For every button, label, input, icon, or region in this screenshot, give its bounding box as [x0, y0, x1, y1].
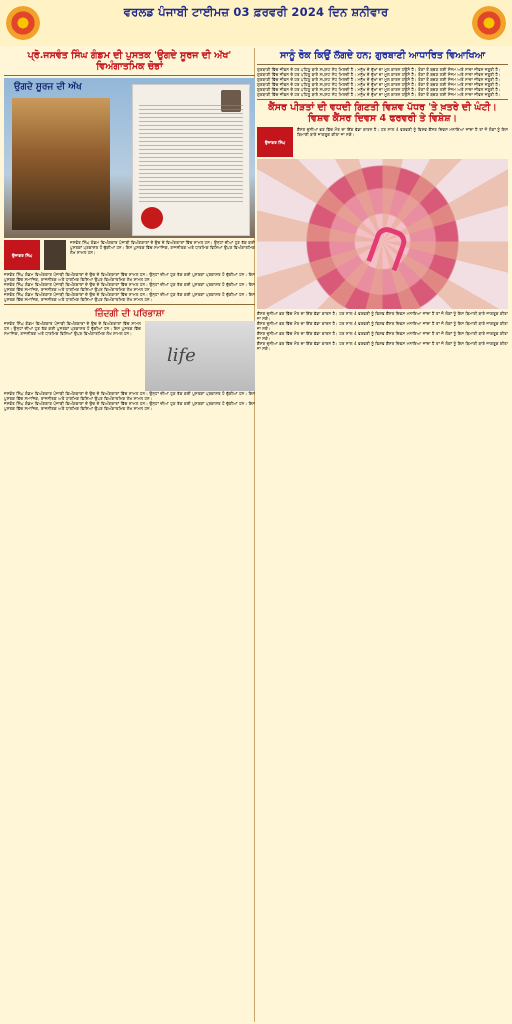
author-badge: ਉਜਾਗਰ ਸਿੰਘ — [4, 240, 40, 270]
book-review-headline: ਪ੍ਰੋ.ਜਸਵੰਤ ਸਿੰਘ ਗੰਡਮ ਦੀ ਪੁਸਤਕ 'ਉਗਦੇ ਸੂਰਜ ਦੀ ਅੱਖ' ਵਿਅੰਗਾਤਮਿਕ ਚੋਭਾਂ — [27, 50, 232, 72]
book-label: ਉਗਦੇ ਸੂਰਜ ਦੀ ਅੱਖ — [14, 82, 82, 92]
article-body-continued: ਜਸਵੰਤ ਸਿੰਘ ਗੰਡਮ ਵਿਅੰਗਕਾਰ ਪੰਜਾਬੀ ਵਿਅੰਗਕਾਰਾਂ ਦੇ ਉਚ ਦੇ ਵਿਅੰਗਕਾਰਾਂ ਵਿੱਚ ਸ਼ਾਮਲ ਹਨ। ਉਨ੍ਹਾਂ ਦੀਆਂ ਹੁਣ ਤੱਕ ਕਈ ਪੁਸਤਕਾਂ ਪ੍ਰਕਾਸ਼ਤ ਹੋ ਚੁੱਕੀਆਂ ਹਨ। ਇਸ ਪੁਸਤਕ ਵਿੱਚ ਸਮਾਜਿਕ, ਰਾਜਨੀਤਕ ਅਤੇ ਧਾਰਮਿਕ ਵਿਸ਼ਿਆਂ ਉਪਰ ਵਿਅੰਗਾਤਮਿਕ ਲੇਖ ਸ਼ਾਮਲ ਹਨ। — [4, 272, 255, 282]
rule — [257, 64, 508, 65]
life-article — [4, 321, 255, 391]
cancer-body: ਕੈਂਸਰ ਦੁਨੀਆਂ ਭਰ ਵਿੱਚ ਮੌਤ ਦਾ ਇੱਕ ਵੱਡਾ ਕਾਰਨ ਹੈ। ਹਰ ਸਾਲ 4 ਫਰਵਰੀ ਨੂੰ ਵਿਸ਼ਵ ਕੈਂਸਰ ਦਿਵਸ ਮਨਾਇਆ ਜਾਂਦਾ ਹੈ ਤਾਂ ਜੋ ਲੋਕਾਂ ਨੂੰ ਇਸ ਬਿਮਾਰੀ ਬਾਰੇ ਜਾਗਰੂਕ ਕੀਤਾ ਜਾ ਸਕੇ। — [257, 311, 508, 321]
gurbani-body-3: ਗੁਰਬਾਣੀ ਵਿੱਚ ਜੀਵਨ ਦੇ ਹਰ ਪਹਿਲੂ ਬਾਰੇ ਸਪਸ਼ਟ ਸੇਧ ਮਿਲਦੀ ਹੈ। ਮਨੁੱਖ ਦੇ ਦੁੱਖਾਂ ਦਾ ਮੂਲ ਕਾਰਨ ਹਉਮੈ ਹੈ। ਰੋਗਾਂ ਤੋਂ ਬਚਣ ਲਈ ਸੰਜਮ ਅਤੇ ਸਾਦਾ ਜੀਵਨ ਜ਼ਰੂਰੀ ਹੈ। — [257, 77, 501, 82]
life-image-text: life — [167, 345, 196, 366]
rule — [257, 99, 508, 100]
life-headline: ਜ਼ਿੰਦਗੀ ਦੀ ਪਰਿਭਾਸ਼ਾ — [94, 309, 165, 319]
article-body-continued-3: ਜਸਵੰਤ ਸਿੰਘ ਗੰਡਮ ਵਿਅੰਗਕਾਰ ਪੰਜਾਬੀ ਵਿਅੰਗਕਾਰਾਂ ਦੇ ਉਚ ਦੇ ਵਿਅੰਗਕਾਰਾਂ ਵਿੱਚ ਸ਼ਾਮਲ ਹਨ। ਉਨ੍ਹਾਂ ਦੀਆਂ ਹੁਣ ਤੱਕ ਕਈ ਪੁਸਤਕਾਂ ਪ੍ਰਕਾਸ਼ਤ ਹੋ ਚੁੱਕੀਆਂ ਹਨ। ਇਸ ਪੁਸਤਕ ਵਿੱਚ ਸਮਾਜਿਕ, ਰਾਜਨੀਤਕ ਅਤੇ ਧਾਰਮਿਕ ਵਿਸ਼ਿਆਂ ਉਪਰ ਵਿਅੰਗਾਤਮਿਕ ਲੇਖ ਸ਼ਾਮਲ ਹਨ। — [4, 292, 255, 302]
flower-logo-right — [472, 6, 506, 40]
author-photo — [44, 240, 66, 270]
cancer-headline: ਕੈਂਸਰ ਪੀੜਤਾਂ ਦੀ ਵਧਦੀ ਗਿਣਤੀ ਵਿਸ਼ਵ ਪੱਧਰ 'ਤੇ ਖ਼ਤਰੇ ਦੀ ਘੰਟੀ। ਵਿਸ਼ਵ ਕੈਂਸਰ ਦਿਵਸ 4 ਫਰਵਰੀ ਤੇ ਵਿਸ਼ੇਸ਼। — [268, 102, 497, 124]
gurbani-body-6: ਗੁਰਬਾਣੀ ਵਿੱਚ ਜੀਵਨ ਦੇ ਹਰ ਪਹਿਲੂ ਬਾਰੇ ਸਪਸ਼ਟ ਸੇਧ ਮਿਲਦੀ ਹੈ। ਮਨੁੱਖ ਦੇ ਦੁੱਖਾਂ ਦਾ ਮੂਲ ਕਾਰਨ ਹਉਮੈ ਹੈ। ਰੋਗਾਂ ਤੋਂ ਬਚਣ ਲਈ ਸੰਜਮ ਅਤੇ ਸਾਦਾ ਜੀਵਨ ਜ਼ਰੂਰੀ ਹੈ। — [257, 92, 501, 97]
gurbani-headline: ਸਾਨੂੰ ਰੋਕ ਕਿਉਂ ਲੱਗਦੇ ਹਨ; ਗੁਰਬਾਣੀ ਆਧਾਰਿਤ ਵਿਆਖਿਆ — [279, 50, 486, 61]
rule — [4, 304, 255, 305]
cancer-intro: ਕੈਂਸਰ ਦੁਨੀਆਂ ਭਰ ਵਿੱਚ ਮੌਤ ਦਾ ਇੱਕ ਵੱਡਾ ਕਾਰਨ ਹੈ। ਹਰ ਸਾਲ 4 ਫਰਵਰੀ ਨੂੰ ਵਿਸ਼ਵ ਕੈਂਸਰ ਦਿਵਸ ਮਨਾਇਆ ਜਾਂਦਾ ਹੈ ਤਾਂ ਜੋ ਲੋਕਾਂ ਨੂੰ ਇਸ ਬਿਮਾਰੀ ਬਾਰੇ ਜਾਗਰੂਕ ਕੀਤਾ ਜਾ ਸਕੇ। — [297, 127, 508, 137]
book-back-cover — [132, 84, 250, 236]
cancer-awareness-image — [257, 159, 508, 309]
life-body-continued-2: ਜਸਵੰਤ ਸਿੰਘ ਗੰਡਮ ਵਿਅੰਗਕਾਰ ਪੰਜਾਬੀ ਵਿਅੰਗਕਾਰਾਂ ਦੇ ਉਚ ਦੇ ਵਿਅੰਗਕਾਰਾਂ ਵਿੱਚ ਸ਼ਾਮਲ ਹਨ। ਉਨ੍ਹਾਂ ਦੀਆਂ ਹੁਣ ਤੱਕ ਕਈ ਪੁਸਤਕਾਂ ਪ੍ਰਕਾਸ਼ਤ ਹੋ ਚੁੱਕੀਆਂ ਹਨ। ਇਸ ਪੁਸਤਕ ਵਿੱਚ ਸਮਾਜਿਕ, ਰਾਜਨੀਤਕ ਅਤੇ ਧਾਰਮਿਕ ਵਿਸ਼ਿਆਂ ਉਪਰ ਵਿਅੰਗਾਤਮਿਕ ਲੇਖ ਸ਼ਾਮਲ ਹਨ। — [4, 401, 255, 411]
gurbani-body-2: ਗੁਰਬਾਣੀ ਵਿੱਚ ਜੀਵਨ ਦੇ ਹਰ ਪਹਿਲੂ ਬਾਰੇ ਸਪਸ਼ਟ ਸੇਧ ਮਿਲਦੀ ਹੈ। ਮਨੁੱਖ ਦੇ ਦੁੱਖਾਂ ਦਾ ਮੂਲ ਕਾਰਨ ਹਉਮੈ ਹੈ। ਰੋਗਾਂ ਤੋਂ ਬਚਣ ਲਈ ਸੰਜਮ ਅਤੇ ਸਾਦਾ ਜੀਵਨ ਜ਼ਰੂਰੀ ਹੈ। — [257, 72, 501, 77]
book-back-text — [139, 105, 243, 205]
life-body: ਜਸਵੰਤ ਸਿੰਘ ਗੰਡਮ ਵਿਅੰਗਕਾਰ ਪੰਜਾਬੀ ਵਿਅੰਗਕਾਰਾਂ ਦੇ ਉਚ ਦੇ ਵਿਅੰਗਕਾਰਾਂ ਵਿੱਚ ਸ਼ਾਮਲ ਹਨ। ਉਨ੍ਹਾਂ ਦੀਆਂ ਹੁਣ ਤੱਕ ਕਈ ਪੁਸਤਕਾਂ ਪ੍ਰਕਾਸ਼ਤ ਹੋ ਚੁੱਕੀਆਂ ਹਨ। ਇਸ ਪੁਸਤਕ ਵਿੱਚ ਸਮਾਜਿਕ, ਰਾਜਨੀਤਕ ਅਤੇ ਧਾਰਮਿਕ ਵਿਸ਼ਿਆਂ ਉਪਰ ਵਿਅੰਗਾਤਮਿਕ ਲੇਖ ਸ਼ਾਮਲ ਹਨ। — [4, 321, 141, 336]
gurbani-body-5: ਗੁਰਬਾਣੀ ਵਿੱਚ ਜੀਵਨ ਦੇ ਹਰ ਪਹਿਲੂ ਬਾਰੇ ਸਪਸ਼ਟ ਸੇਧ ਮਿਲਦੀ ਹੈ। ਮਨੁੱਖ ਦੇ ਦੁੱਖਾਂ ਦਾ ਮੂਲ ਕਾਰਨ ਹਉਮੈ ਹੈ। ਰੋਗਾਂ ਤੋਂ ਬਚਣ ਲਈ ਸੰਜਮ ਅਤੇ ਸਾਦਾ ਜੀਵਨ ਜ਼ਰੂਰੀ ਹੈ। — [257, 87, 501, 92]
cancer-body-4: ਕੈਂਸਰ ਦੁਨੀਆਂ ਭਰ ਵਿੱਚ ਮੌਤ ਦਾ ਇੱਕ ਵੱਡਾ ਕਾਰਨ ਹੈ। ਹਰ ਸਾਲ 4 ਫਰਵਰੀ ਨੂੰ ਵਿਸ਼ਵ ਕੈਂਸਰ ਦਿਵਸ ਮਨਾਇਆ ਜਾਂਦਾ ਹੈ ਤਾਂ ਜੋ ਲੋਕਾਂ ਨੂੰ ਇਸ ਬਿਮਾਰੀ ਬਾਰੇ ਜਾਗਰੂਕ ਕੀਤਾ ਜਾ ਸਕੇ। — [257, 341, 508, 351]
life-body-continued: ਜਸਵੰਤ ਸਿੰਘ ਗੰਡਮ ਵਿਅੰਗਕਾਰ ਪੰਜਾਬੀ ਵਿਅੰਗਕਾਰਾਂ ਦੇ ਉਚ ਦੇ ਵਿਅੰਗਕਾਰਾਂ ਵਿੱਚ ਸ਼ਾਮਲ ਹਨ। ਉਨ੍ਹਾਂ ਦੀਆਂ ਹੁਣ ਤੱਕ ਕਈ ਪੁਸਤਕਾਂ ਪ੍ਰਕਾਸ਼ਤ ਹੋ ਚੁੱਕੀਆਂ ਹਨ। ਇਸ ਪੁਸਤਕ ਵਿੱਚ ਸਮਾਜਿਕ, ਰਾਜਨੀਤਕ ਅਤੇ ਧਾਰਮਿਕ ਵਿਸ਼ਿਆਂ ਉਪਰ ਵਿਅੰਗਾਤਮਿਕ ਲੇਖ ਸ਼ਾਮਲ ਹਨ। — [4, 391, 255, 401]
gurbani-body-4: ਗੁਰਬਾਣੀ ਵਿੱਚ ਜੀਵਨ ਦੇ ਹਰ ਪਹਿਲੂ ਬਾਰੇ ਸਪਸ਼ਟ ਸੇਧ ਮਿਲਦੀ ਹੈ। ਮਨੁੱਖ ਦੇ ਦੁੱਖਾਂ ਦਾ ਮੂਲ ਕਾਰਨ ਹਉਮੈ ਹੈ। ਰੋਗਾਂ ਤੋਂ ਬਚਣ ਲਈ ਸੰਜਮ ਅਤੇ ਸਾਦਾ ਜੀਵਨ ਜ਼ਰੂਰੀ ਹੈ। — [257, 82, 501, 87]
author-block — [4, 240, 255, 270]
article-body: ਜਸਵੰਤ ਸਿੰਘ ਗੰਡਮ ਵਿਅੰਗਕਾਰ ਪੰਜਾਬੀ ਵਿਅੰਗਕਾਰਾਂ ਦੇ ਉਚ ਦੇ ਵਿਅੰਗਕਾਰਾਂ ਵਿੱਚ ਸ਼ਾਮਲ ਹਨ। ਉਨ੍ਹਾਂ ਦੀਆਂ ਹੁਣ ਤੱਕ ਕਈ ਪੁਸਤਕਾਂ ਪ੍ਰਕਾਸ਼ਤ ਹੋ ਚੁੱਕੀਆਂ ਹਨ। ਇਸ ਪੁਸਤਕ ਵਿੱਚ ਸਮਾਜਿਕ, ਰਾਜਨੀਤਕ ਅਤੇ ਧਾਰਮਿਕ ਵਿਸ਼ਿਆਂ ਉਪਰ ਵਿਅੰਗਾਤਮਿਕ ਲੇਖ ਸ਼ਾਮਲ ਹਨ। — [70, 240, 255, 255]
left-column — [4, 48, 255, 1022]
life-image — [145, 321, 255, 391]
gurbani-body: ਗੁਰਬਾਣੀ ਵਿੱਚ ਜੀਵਨ ਦੇ ਹਰ ਪਹਿਲੂ ਬਾਰੇ ਸਪਸ਼ਟ ਸੇਧ ਮਿਲਦੀ ਹੈ। ਮਨੁੱਖ ਦੇ ਦੁੱਖਾਂ ਦਾ ਮੂਲ ਕਾਰਨ ਹਉਮੈ ਹੈ। ਰੋਗਾਂ ਤੋਂ ਬਚਣ ਲਈ ਸੰਜਮ ਅਤੇ ਸਾਦਾ ਜੀਵਨ ਜ਼ਰੂਰੀ ਹੈ। — [257, 67, 501, 72]
rule — [4, 75, 255, 76]
right-column — [257, 48, 508, 1022]
cancer-body-2: ਕੈਂਸਰ ਦੁਨੀਆਂ ਭਰ ਵਿੱਚ ਮੌਤ ਦਾ ਇੱਕ ਵੱਡਾ ਕਾਰਨ ਹੈ। ਹਰ ਸਾਲ 4 ਫਰਵਰੀ ਨੂੰ ਵਿਸ਼ਵ ਕੈਂਸਰ ਦਿਵਸ ਮਨਾਇਆ ਜਾਂਦਾ ਹੈ ਤਾਂ ਜੋ ਲੋਕਾਂ ਨੂੰ ਇਸ ਬਿਮਾਰੀ ਬਾਰੇ ਜਾਗਰੂਕ ਕੀਤਾ ਜਾ ਸਕੇ। — [257, 321, 508, 331]
author-badge: ਉਜਾਗਰ ਸਿੰਘ — [257, 127, 293, 157]
masthead-title: ਵਰਲਡ ਪੰਜਾਬੀ ਟਾਈਮਜ਼ 03 ਫ਼ਰਵਰੀ 2024 ਦਿਨ ਸ਼ਨੀਵਾਰ — [123, 5, 389, 19]
cancer-body-3: ਕੈਂਸਰ ਦੁਨੀਆਂ ਭਰ ਵਿੱਚ ਮੌਤ ਦਾ ਇੱਕ ਵੱਡਾ ਕਾਰਨ ਹੈ। ਹਰ ਸਾਲ 4 ਫਰਵਰੀ ਨੂੰ ਵਿਸ਼ਵ ਕੈਂਸਰ ਦਿਵਸ ਮਨਾਇਆ ਜਾਂਦਾ ਹੈ ਤਾਂ ਜੋ ਲੋਕਾਂ ਨੂੰ ਇਸ ਬਿਮਾਰੀ ਬਾਰੇ ਜਾਗਰੂਕ ਕੀਤਾ ਜਾ ਸਕੇ। — [257, 331, 508, 341]
cancer-author-block — [257, 127, 508, 157]
masthead — [0, 0, 512, 46]
book-cover — [12, 98, 110, 230]
book-image — [4, 78, 255, 238]
publisher-stamp — [141, 207, 163, 229]
article-body-continued-2: ਜਸਵੰਤ ਸਿੰਘ ਗੰਡਮ ਵਿਅੰਗਕਾਰ ਪੰਜਾਬੀ ਵਿਅੰਗਕਾਰਾਂ ਦੇ ਉਚ ਦੇ ਵਿਅੰਗਕਾਰਾਂ ਵਿੱਚ ਸ਼ਾਮਲ ਹਨ। ਉਨ੍ਹਾਂ ਦੀਆਂ ਹੁਣ ਤੱਕ ਕਈ ਪੁਸਤਕਾਂ ਪ੍ਰਕਾਸ਼ਤ ਹੋ ਚੁੱਕੀਆਂ ਹਨ। ਇਸ ਪੁਸਤਕ ਵਿੱਚ ਸਮਾਜਿਕ, ਰਾਜਨੀਤਕ ਅਤੇ ਧਾਰਮਿਕ ਵਿਸ਼ਿਆਂ ਉਪਰ ਵਿਅੰਗਾਤਮਿਕ ਲੇਖ ਸ਼ਾਮਲ ਹਨ। — [4, 282, 255, 292]
flower-logo-left — [6, 6, 40, 40]
